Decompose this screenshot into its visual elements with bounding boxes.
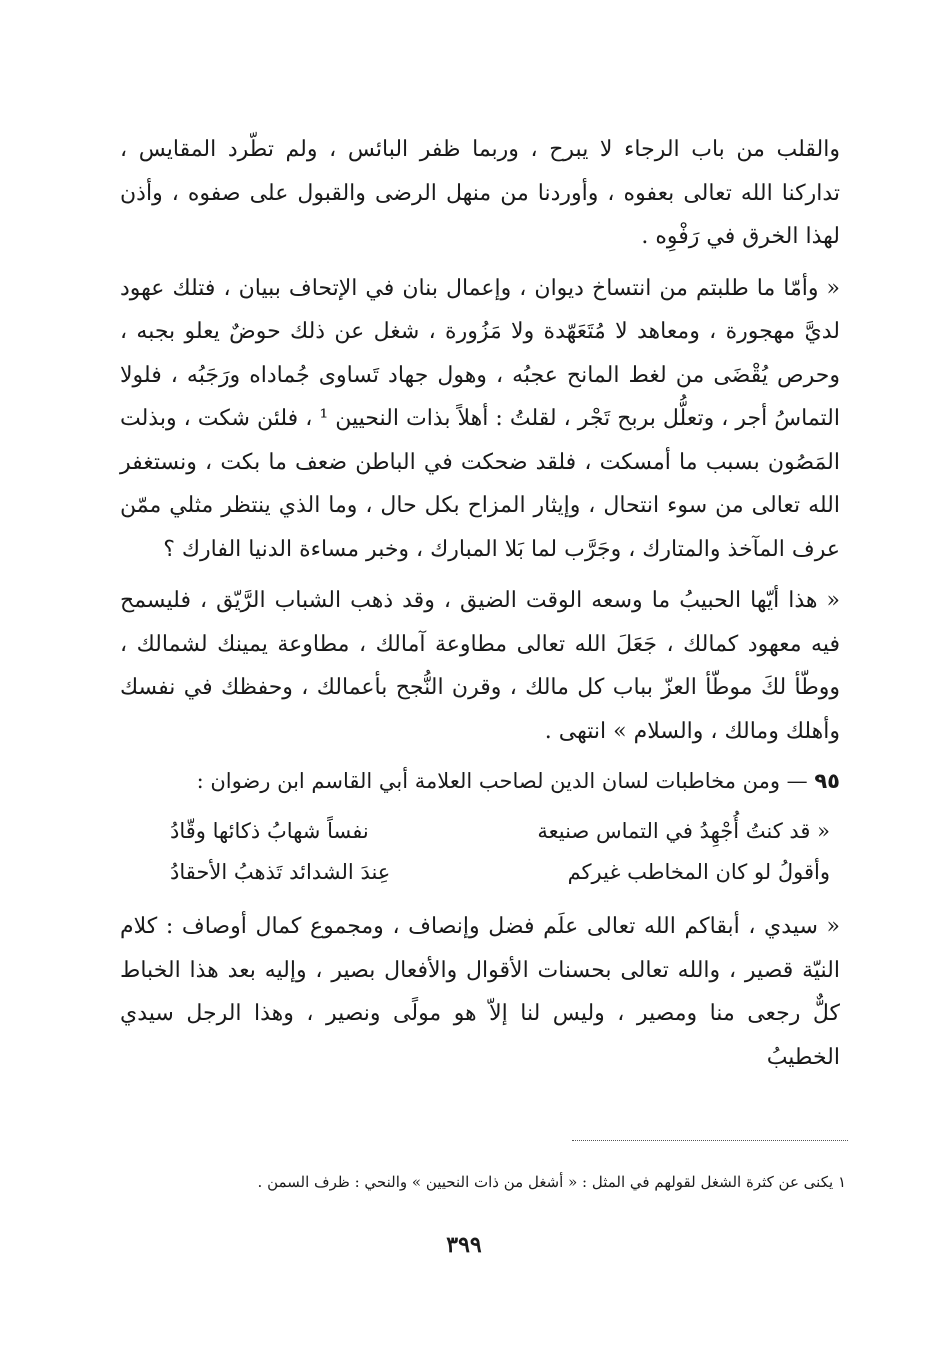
- footnote-divider: [572, 1140, 848, 1141]
- verse-first-hemistich: « قد كنتُ أُجْهِدُ في التماس صنيعة: [537, 819, 830, 843]
- footnote: ١ يكنى عن كثرة الشغل لقولهم في المثل : « أشغل من ذات النحيين » والنحي : ظرف السمن .: [257, 1173, 846, 1191]
- page-number: ٣٩٩: [446, 1232, 482, 1258]
- entry-heading: [120, 761, 840, 801]
- paragraph: والقلب من باب الرجاء لا يبرح ، وربما ظفر البائس ، ولم تطّرد المقايس ، تداركنا الله تعالى بعفوه ، وأوردنا من منهل الرضى والقبول على صفوه ، وأذن لهذا الخرق في رَفْوِه .: [120, 137, 840, 249]
- verse-second-hemistich: عِندَ الشدائد تَذهبُ الأحقادُ: [170, 860, 391, 884]
- entry-heading-text: — ومن مخاطبات لسان الدين لصاحب العلامة أبي القاسم ابن رضوان :: [196, 769, 815, 793]
- verse-second-hemistich: نفساً شهابُ ذكائها وقّادُ: [170, 819, 369, 843]
- paragraph: « هذا أيّها الحبيبُ ما وسعه الوقت الضيق ، وقد ذهب الشباب الرَّيّق ، فليسمح فيه معهود كمالك ، جَعَلَ الله تعالى مطاوعة آمالك ، مطاوعة يمينك لشمالك ، ووطّأ لكَ موطّأ العزّ بباب كل مالك ، وقرن النُّجح بأعمالك ، وحفظك في نفسك وأهلك ومالك ، والسلام » انتهى .: [120, 588, 840, 744]
- verse-block: [120, 811, 840, 893]
- entry-number: ٩٥: [814, 769, 840, 793]
- paragraph: « وأمّا ما طلبتم من انتساخ ديوان ، وإعمال بنان في الإتحاف ببيان ، فتلك عهود لديَّ مهجورة ، ومعاهد لا مُتَعَهّدة ولا مَزُورة ، شغل عن ذلك حوضٌ يعلو بجبه ، وحرص يُقْضَى من لغط المانح عجبُه ، وهول جهاد تَساوى جُماداه ورَجَبُه ، فلولا التماسُ أجر ، وتعلُّل بربح تَجْر ، لقلتُ : أهلاً بذات النحيين ¹ ، فلئن شكت ، وبذلت المَصُون بسبب ما أمسكت ، فلقد ضحكت في الباطن ضعف ما بكت ، ونستغفر الله تعالى من سوء انتحال ، وإيثار المزاح بكل حال ، وما الذي ينتظر مثلي ممّن عرف المآخذ والمتارك ، وجَرَّب لما بَلا المبارك ، وخبر مساءة الدنيا الفارك ؟: [120, 275, 841, 562]
- verse-first-hemistich: وأقولُ لو كان المخاطب غيركم: [567, 860, 830, 884]
- verse-line: [170, 852, 830, 893]
- main-text: [120, 128, 840, 1087]
- verse-line: [170, 811, 830, 852]
- paragraph: « سيدي ، أبقاكم الله تعالى علَم فضل وإنصاف ، ومجموع كمال أوصاف : كلام النيّة قصير ، والله تعالى بحسنات الأقوال والأفعال بصير ، وإليه بعد هذا الخباط كلٌّ رجعى منا ومصير ، وليس لنا إلاّ هو مولًى ونصير ، وهذا الرجل سيدي الخطيبُ: [120, 914, 840, 1070]
